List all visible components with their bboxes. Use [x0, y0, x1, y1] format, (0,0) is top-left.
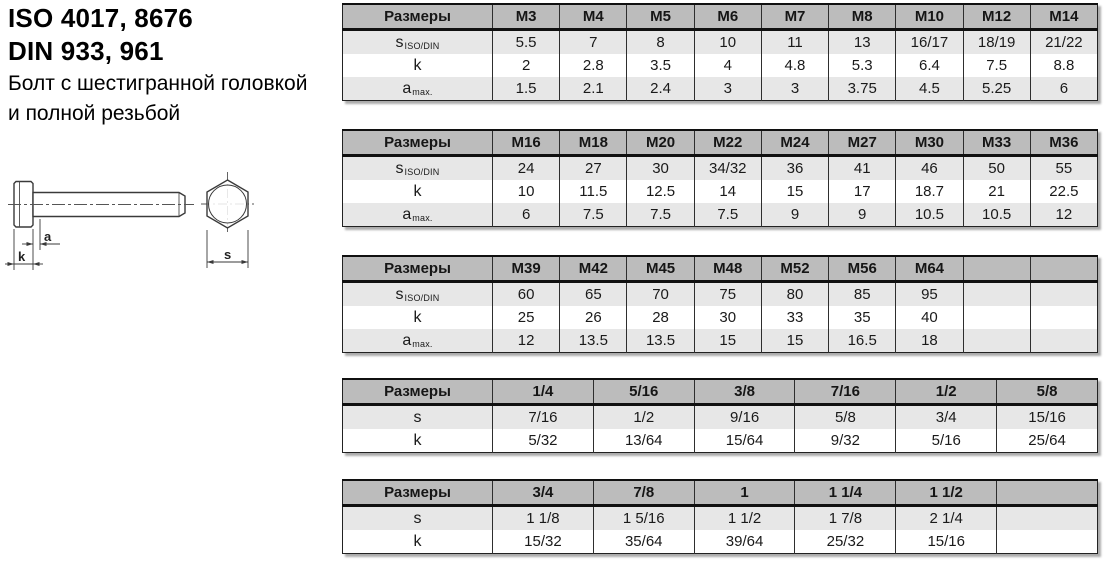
- table-cell: 26: [560, 306, 627, 329]
- table-cell: 13: [829, 30, 896, 55]
- table-cell: 12: [1030, 203, 1097, 227]
- table-cell: 35/64: [593, 530, 694, 554]
- table-row: [343, 30, 1098, 55]
- table-header-row: [343, 480, 1098, 506]
- table-cell: 22.5: [1030, 180, 1097, 203]
- table-cell: 13.5: [627, 329, 694, 353]
- table-corner-label: Размеры: [343, 379, 493, 405]
- table-cell: 12: [493, 329, 560, 353]
- table-cell: 10: [493, 180, 560, 203]
- row-label: amax.: [343, 329, 493, 353]
- product-description-line2: и полной резьбой: [8, 102, 181, 125]
- table-cell: 5.25: [963, 77, 1030, 101]
- table-cell: 27: [560, 156, 627, 181]
- column-header: 1 1/4: [795, 480, 896, 506]
- column-header: M30: [896, 130, 963, 156]
- table-cell: [963, 282, 1030, 307]
- table-cell: [963, 306, 1030, 329]
- row-label: sISO/DIN: [343, 282, 493, 307]
- table-cell: 15/64: [694, 429, 795, 453]
- table-cell: 16/17: [896, 30, 963, 55]
- column-header: M8: [829, 4, 896, 30]
- table-cell: 6.4: [896, 54, 963, 77]
- table-cell: 41: [829, 156, 896, 181]
- table-cell: 30: [627, 156, 694, 181]
- column-header: 1: [694, 480, 795, 506]
- column-header: M18: [560, 130, 627, 156]
- table-cell: 3.75: [829, 77, 896, 101]
- table-header-row: [343, 130, 1098, 156]
- hex-end-view: [201, 172, 254, 233]
- table-cell: 2.1: [560, 77, 627, 101]
- table-cell: 16.5: [829, 329, 896, 353]
- table-cell: 2: [493, 54, 560, 77]
- table-cell: 1 1/2: [694, 506, 795, 531]
- row-label: amax.: [343, 203, 493, 227]
- table-cell: 18/19: [963, 30, 1030, 55]
- column-header: [997, 480, 1098, 506]
- column-header: M4: [560, 4, 627, 30]
- table-cell: 75: [694, 282, 761, 307]
- table-cell: 9: [761, 203, 828, 227]
- table-cell: 21: [963, 180, 1030, 203]
- column-header: 7/16: [795, 379, 896, 405]
- dim-label-s: s: [224, 247, 232, 262]
- table-cell: 15: [694, 329, 761, 353]
- dimensions-table-2: [342, 129, 1098, 227]
- table-cell: [1030, 329, 1097, 353]
- dim-label-k: k: [18, 249, 26, 264]
- row-label: k: [343, 306, 493, 329]
- table-cell: 9: [829, 203, 896, 227]
- table-cell: 35: [829, 306, 896, 329]
- table-cell: 1 1/8: [493, 506, 594, 531]
- table-row: [343, 506, 1098, 531]
- column-header: 3/4: [493, 480, 594, 506]
- column-header: M20: [627, 130, 694, 156]
- table-cell: 33: [761, 306, 828, 329]
- din-standards-title: DIN 933, 961: [8, 36, 164, 66]
- column-header: [963, 256, 1030, 282]
- row-label: sISO/DIN: [343, 156, 493, 181]
- table-cell: 95: [896, 282, 963, 307]
- table-cell: 46: [896, 156, 963, 181]
- table-row: [343, 180, 1098, 203]
- tables-container: [342, 3, 1098, 566]
- table-cell: 17: [829, 180, 896, 203]
- column-header: M12: [963, 4, 1030, 30]
- table-cell: 9/32: [795, 429, 896, 453]
- column-header: 5/16: [593, 379, 694, 405]
- table-corner-label: Размеры: [343, 256, 493, 282]
- column-header: M7: [761, 4, 828, 30]
- table-cell: 40: [896, 306, 963, 329]
- column-header: M39: [493, 256, 560, 282]
- column-header: 3/8: [694, 379, 795, 405]
- table-cell: 10.5: [896, 203, 963, 227]
- table-cell: 65: [560, 282, 627, 307]
- table-cell: 7: [560, 30, 627, 55]
- dimensions-table-4: [342, 378, 1098, 453]
- column-header: 7/8: [593, 480, 694, 506]
- table-cell: 8.8: [1030, 54, 1097, 77]
- table-row: [343, 329, 1098, 353]
- row-label: amax.: [343, 77, 493, 101]
- table-cell: 21/22: [1030, 30, 1097, 55]
- column-header: M22: [694, 130, 761, 156]
- table-cell: 2.8: [560, 54, 627, 77]
- table-cell: 25/64: [997, 429, 1098, 453]
- table-cell: [1030, 282, 1097, 307]
- table-row: [343, 282, 1098, 307]
- table-cell: 15: [761, 180, 828, 203]
- table-cell: 30: [694, 306, 761, 329]
- table-cell: [997, 506, 1098, 531]
- table-cell: [1030, 306, 1097, 329]
- column-header: 1/4: [493, 379, 594, 405]
- table-cell: 85: [829, 282, 896, 307]
- dimensions-table-1: [342, 3, 1098, 101]
- table-cell: 6: [1030, 77, 1097, 101]
- table-cell: 1.5: [493, 77, 560, 101]
- table-row: [343, 429, 1098, 453]
- table-cell: 3.5: [627, 54, 694, 77]
- table-header-row: [343, 256, 1098, 282]
- row-label: k: [343, 54, 493, 77]
- table-cell: 3/4: [896, 405, 997, 430]
- column-header: M33: [963, 130, 1030, 156]
- column-header: M36: [1030, 130, 1097, 156]
- table-cell: 39/64: [694, 530, 795, 554]
- table-corner-label: Размеры: [343, 130, 493, 156]
- column-header: M64: [896, 256, 963, 282]
- column-header: 5/8: [997, 379, 1098, 405]
- table-cell: 7.5: [627, 203, 694, 227]
- table-row: [343, 156, 1098, 181]
- table-cell: 36: [761, 156, 828, 181]
- table-cell: 80: [761, 282, 828, 307]
- table-cell: 3: [694, 77, 761, 101]
- iso-standards-title: ISO 4017, 8676: [8, 3, 193, 33]
- table-cell: 18: [896, 329, 963, 353]
- column-header: M48: [694, 256, 761, 282]
- table-cell: 6: [493, 203, 560, 227]
- bolt-side-view: [8, 182, 194, 228]
- table-corner-label: Размеры: [343, 480, 493, 506]
- table-cell: [997, 530, 1098, 554]
- table-row: [343, 306, 1098, 329]
- table-row: [343, 77, 1098, 101]
- table-cell: 8: [627, 30, 694, 55]
- table-cell: 5/16: [896, 429, 997, 453]
- table-cell: 70: [627, 282, 694, 307]
- table-cell: 3: [761, 77, 828, 101]
- table-cell: 28: [627, 306, 694, 329]
- table-cell: 2.4: [627, 77, 694, 101]
- table-cell: 11.5: [560, 180, 627, 203]
- row-label: k: [343, 180, 493, 203]
- column-header: 1 1/2: [896, 480, 997, 506]
- table-cell: 5/32: [493, 429, 594, 453]
- table-cell: 15: [761, 329, 828, 353]
- column-header: M24: [761, 130, 828, 156]
- table-cell: 11: [761, 30, 828, 55]
- table-cell: 5.3: [829, 54, 896, 77]
- row-label: k: [343, 530, 493, 554]
- column-header: M14: [1030, 4, 1097, 30]
- table-cell: 24: [493, 156, 560, 181]
- table-row: [343, 405, 1098, 430]
- column-header: M27: [829, 130, 896, 156]
- table-cell: 18.7: [896, 180, 963, 203]
- column-header: M16: [493, 130, 560, 156]
- table-cell: 4.8: [761, 54, 828, 77]
- table-cell: 60: [493, 282, 560, 307]
- dimensions-table-5: [342, 479, 1098, 554]
- column-header: M56: [829, 256, 896, 282]
- table-cell: 15/16: [896, 530, 997, 554]
- table-cell: 14: [694, 180, 761, 203]
- table-cell: 10.5: [963, 203, 1030, 227]
- column-header: M3: [493, 4, 560, 30]
- column-header: M45: [627, 256, 694, 282]
- table-row: [343, 54, 1098, 77]
- column-header: M6: [694, 4, 761, 30]
- hex-head-outline: [207, 180, 248, 228]
- table-cell: 25/32: [795, 530, 896, 554]
- dimensions-table-3: [342, 255, 1098, 353]
- table-cell: 50: [963, 156, 1030, 181]
- table-cell: 4: [694, 54, 761, 77]
- table-cell: 7/16: [493, 405, 594, 430]
- column-header: M42: [560, 256, 627, 282]
- table-cell: 15/16: [997, 405, 1098, 430]
- table-cell: 2 1/4: [896, 506, 997, 531]
- row-label: s: [343, 506, 493, 531]
- table-row: [343, 203, 1098, 227]
- table-cell: 13/64: [593, 429, 694, 453]
- table-cell: 4.5: [896, 77, 963, 101]
- table-cell: 1 7/8: [795, 506, 896, 531]
- row-label: k: [343, 429, 493, 453]
- column-header: M5: [627, 4, 694, 30]
- table-cell: 1 5/16: [593, 506, 694, 531]
- table-header-row: [343, 379, 1098, 405]
- column-header: [1030, 256, 1097, 282]
- table-cell: 34/32: [694, 156, 761, 181]
- table-corner-label: Размеры: [343, 4, 493, 30]
- table-cell: 7.5: [694, 203, 761, 227]
- row-label: sISO/DIN: [343, 30, 493, 55]
- table-cell: 1/2: [593, 405, 694, 430]
- dim-label-a: a: [44, 229, 52, 244]
- table-cell: 7.5: [963, 54, 1030, 77]
- table-cell: 25: [493, 306, 560, 329]
- column-header: M52: [761, 256, 828, 282]
- bolt-technical-drawing: [0, 165, 280, 280]
- table-cell: 9/16: [694, 405, 795, 430]
- product-description-line1: Болт с шестигранной головкой: [8, 72, 308, 95]
- table-cell: 7.5: [560, 203, 627, 227]
- table-cell: 10: [694, 30, 761, 55]
- table-header-row: [343, 4, 1098, 30]
- table-cell: 5.5: [493, 30, 560, 55]
- table-cell: 15/32: [493, 530, 594, 554]
- table-cell: [963, 329, 1030, 353]
- table-cell: 5/8: [795, 405, 896, 430]
- column-header: M10: [896, 4, 963, 30]
- table-cell: 12.5: [627, 180, 694, 203]
- column-header: 1/2: [896, 379, 997, 405]
- title-block: [8, 2, 307, 128]
- table-cell: 13.5: [560, 329, 627, 353]
- row-label: s: [343, 405, 493, 430]
- table-row: [343, 530, 1098, 554]
- table-cell: 55: [1030, 156, 1097, 181]
